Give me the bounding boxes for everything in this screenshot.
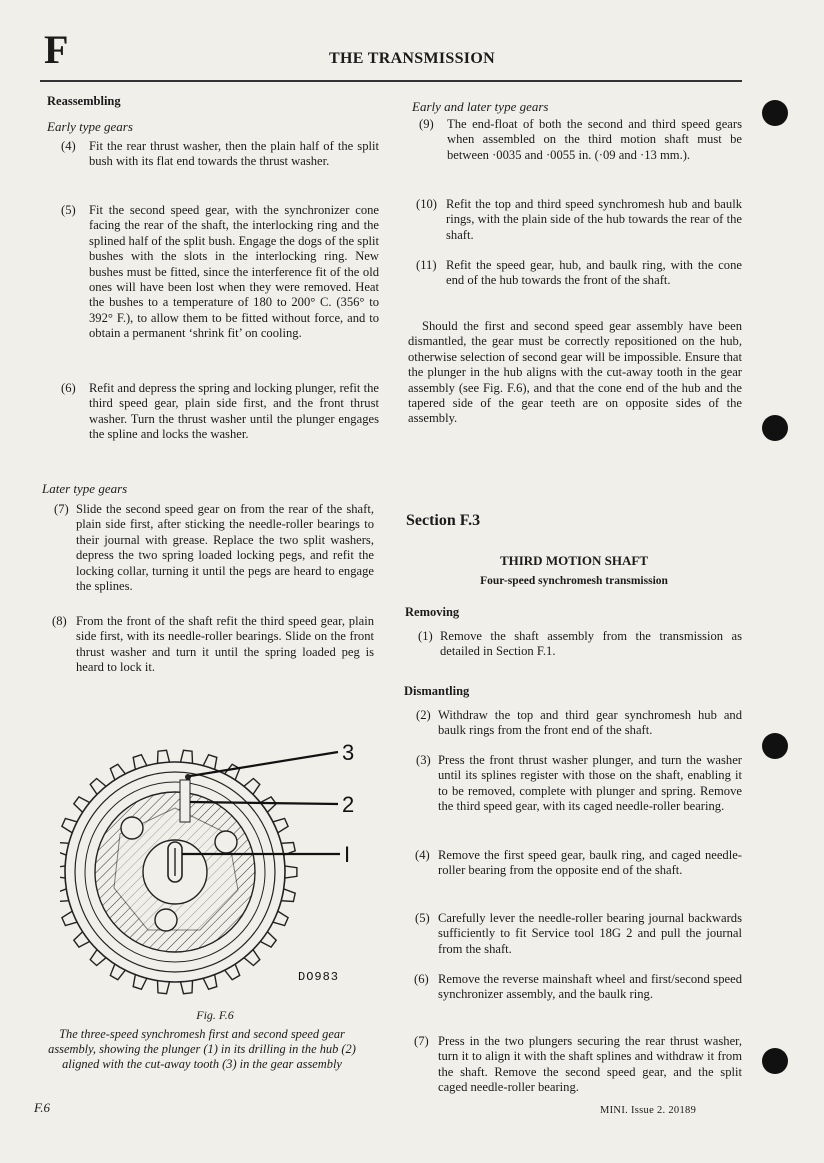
page-number: F.6	[34, 1100, 51, 1115]
list-item: (5) Carefully lever the needle-roller bearing journal backwards sufficiently to fit Service tool 18G 2 and pull the journal from the shaft.	[415, 911, 742, 956]
footer-reference: MINI. Issue 2. 20189	[600, 1105, 697, 1116]
subsection-subtitle: Four-speed synchromesh transmission	[480, 575, 668, 587]
dismantling-heading: Dismantling	[404, 684, 470, 698]
list-item: (4) Remove the first speed gear, baulk ring, and caged needle-roller bearing from the opposite end of the shaft.	[415, 848, 742, 878]
list-item: (7) Slide the second speed gear on from the rear of the shaft, plain side first, after sticking the needle-roller bearings to their journal with grease. Replace the two split washers, depress the two spring loaded locking pegs, and refit the locking collar, turning it until the pegs are heard to engage the splines.	[54, 502, 374, 594]
paragraph: Should the first and second speed gear assembly have been dismantled, the gear must be correctly repositioned on the hub, otherwise selection of second gear will be impossible. Ensure that the plunger in the hub aligns with the cut-away tooth in the gear assembly (see Fig. F.6), and that the cone end of the hub and the tapered side of the gear teeth are on opposite sides of the assembly.	[408, 319, 742, 426]
figure-code: DO983	[298, 970, 340, 984]
callout-1: I	[344, 842, 351, 867]
punch-hole-4	[762, 1048, 788, 1074]
section-letter: F	[44, 27, 69, 72]
list-item: (2) Withdraw the top and third gear synchromesh hub and baulk rings from the front end of the shaft.	[416, 708, 742, 738]
page-title: THE TRANSMISSION	[329, 50, 495, 67]
subsection-title: THIRD MOTION SHAFT	[499, 553, 649, 568]
list-item: (7) Press in the two plungers securing the rear thrust washer, turn it to align it with the shaft splines and withdraw it from the shaft. Remove the second speed gear, and the split caged needle-roller bearing.	[414, 1034, 742, 1095]
punch-hole-3	[762, 733, 788, 759]
reassembling-heading: Reassembling	[47, 94, 121, 108]
early-later-heading: Early and later type gears	[412, 99, 549, 114]
figure-caption: The three-speed synchromesh first and second speed gear assembly, showing the plunger (1) in its drilling in the hub (2) aligned with the cut-away tooth (3) in the gear assembly	[48, 1027, 356, 1072]
header-rule	[40, 80, 742, 82]
list-item: (4) Fit the rear thrust washer, then the plain half of the split bush with its flat end towards the thrust washer.	[61, 139, 379, 169]
list-item: (3) Press the front thrust washer plunger, and turn the washer until its splines register with those on the shaft, enabling it to be removed, complete with plunger and spring. Remove the third speed gear, with its caged needle-roller bearing.	[416, 753, 742, 814]
later-type-heading: Later type gears	[42, 481, 128, 496]
callout-2: 2	[342, 792, 355, 817]
removing-heading: Removing	[405, 605, 460, 619]
punch-hole-2	[762, 415, 788, 441]
list-item: (11) Refit the speed gear, hub, and baulk ring, with the cone end of the hub towards the front of the shaft.	[416, 258, 742, 288]
callout-3: 3	[342, 740, 355, 765]
list-item: (1) Remove the shaft assembly from the transmission as detailed in Section F.1.	[418, 629, 742, 659]
list-item: (5) Fit the second speed gear, with the synchronizer cone facing the rear of the shaft, the interlocking ring and the splined half of the split bush. Engage the dogs of the split bushes with the slots in the interlocking ring. New bushes must be fitted, since the interference fit of the old ones will have been lost when they were removed. Heat the bushes to a temperature of 180 to 200° C. (356° to 392° F.), to allow them to be fitted without force, and to obtain a permanent ‘shrink fit’ on cooling.	[61, 203, 379, 341]
list-item: (8) From the front of the shaft refit the third speed gear, plain side first, with its needle-roller bearings. Slide on the front thrust washer and turn it until the spring loaded peg is heard to lock it.	[52, 614, 374, 675]
gear-diagram	[60, 730, 370, 995]
list-item: (9) The end-float of both the second and third speed gears when assembled on the third motion shaft must be between ·0035 and ·0055 in. (·09 and ·13 mm.).	[419, 117, 742, 162]
punch-hole-1	[762, 100, 788, 126]
early-type-heading: Early type gears	[47, 119, 133, 134]
list-item: (10) Refit the top and third speed synchromesh hub and baulk rings, with the plain side of the hub towards the rear of the shaft.	[416, 197, 742, 242]
figure-label: Fig. F.6	[196, 1008, 234, 1022]
section-title: Section F.3	[406, 512, 481, 529]
list-item: (6) Refit and depress the spring and locking plunger, refit the third speed gear, plain side first, and the front thrust washer. Turn the thrust washer until the plunger engages the spline and locks the washer.	[61, 381, 379, 442]
list-item: (6) Remove the reverse mainshaft wheel and first/second speed synchronizer assembly, and the baulk ring.	[414, 972, 742, 1002]
